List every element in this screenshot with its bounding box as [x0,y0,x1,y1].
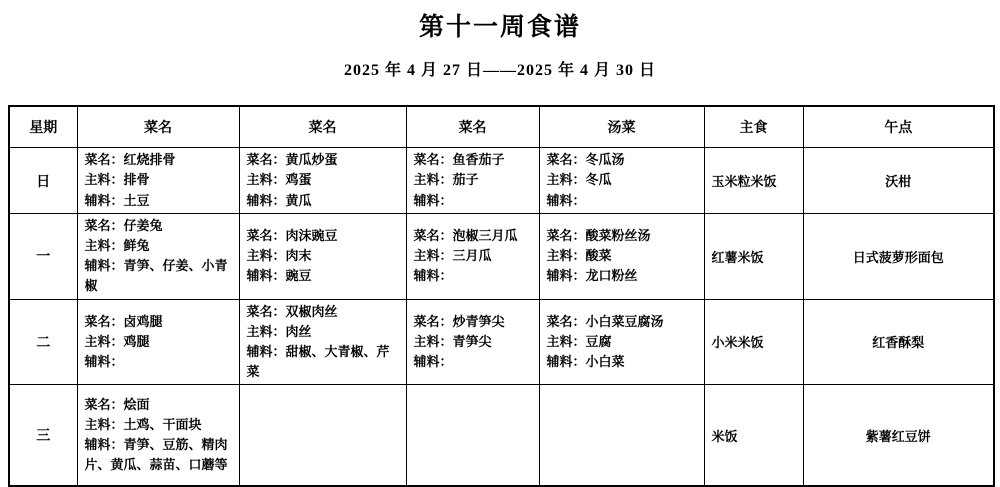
dish-cell [77,148,239,214]
dish-detail-line: 主料：酸菜 [546,248,612,264]
dish-detail-line: 辅料： [413,353,453,369]
staple-cell: 米饭 [704,385,803,487]
menu-row [9,385,994,487]
dish-detail-line: 辅料： [413,192,453,208]
dish-detail-line: 主料：茄子 [413,172,479,188]
page-title: 第十一周食谱 [418,14,581,41]
weekday-cell: 二 [9,299,77,385]
dish-detail-line: 菜名：黄瓜炒蛋 [246,152,338,168]
dish-cell [406,385,539,487]
table-body [9,148,994,487]
dish-cell [239,385,406,487]
table-header-row [9,106,994,148]
staple-cell: 玉米粒米饭 [704,148,803,214]
weekday-cell: 一 [9,214,77,300]
dish-detail-line: 主料：肉丝 [246,323,312,339]
menu-row [9,299,994,385]
dish-detail-line: 辅料：青笋、豆筋、精肉片、黄瓜、蒜苗、口蘑等 [84,437,228,473]
dish-detail-line: 辅料：小白菜 [546,353,625,369]
dish-cell [77,385,239,487]
menu-row [9,214,994,300]
header-dish-2: 菜名 [239,106,406,148]
weekly-menu-table [8,105,995,487]
dish-detail-line: 菜名：小白菜豆腐汤 [546,313,664,329]
snack-cell: 日式菠萝形面包 [803,214,994,300]
dish-detail-line: 菜名：肉沫豌豆 [246,228,338,244]
dish-detail-line: 主料：鸡蛋 [246,172,312,188]
dish-cell [239,214,406,300]
dish-detail-line: 辅料：黄瓜 [246,192,312,208]
dish-detail-line: 菜名：炒青笋尖 [413,313,505,329]
header-soup: 汤菜 [539,106,704,148]
dish-detail-line: 主料：土鸡、干面块 [84,416,202,432]
dish-cell [77,299,239,385]
dish-cell [239,299,406,385]
dish-detail-line: 主料：排骨 [84,172,150,188]
snack-cell: 紫薯红豆饼 [803,385,994,487]
weekday-cell: 日 [9,148,77,214]
dish-detail-line: 菜名：卤鸡腿 [84,313,163,329]
staple-cell: 红薯米饭 [704,214,803,300]
staple-cell: 小米米饭 [704,299,803,385]
dish-detail-line: 辅料：土豆 [84,192,150,208]
dish-detail-line: 主料：鸡腿 [84,333,150,349]
dish-detail-line: 辅料：甜椒、大青椒、芹菜 [246,343,390,379]
dish-detail-line: 菜名：红烧排骨 [84,152,176,168]
menu-row [9,148,994,214]
dish-detail-line: 辅料：龙口粉丝 [546,268,638,284]
dish-detail-line: 菜名：鱼香茄子 [413,152,505,168]
dish-cell [406,148,539,214]
header-weekday: 星期 [9,106,77,148]
dish-cell [406,299,539,385]
snack-cell: 红香酥梨 [803,299,994,385]
dish-detail-line: 主料：肉末 [246,248,312,264]
dish-detail-line: 主料：三月瓜 [413,248,492,264]
dish-cell [77,214,239,300]
dish-detail-line: 辅料：青笋、仔姜、小青椒 [84,258,228,294]
header-snack: 午点 [803,106,994,148]
dish-cell [239,148,406,214]
date-range: 2025 年 4 月 27 日——2025 年 4 月 30 日 [343,62,656,79]
dish-detail-line: 主料：鲜兔 [84,238,150,254]
dish-detail-line: 主料：冬瓜 [546,172,612,188]
header-staple: 主食 [704,106,803,148]
dish-detail-line: 菜名：烩面 [84,396,150,412]
snack-cell: 沃柑 [803,148,994,214]
dish-detail-line: 主料：青笋尖 [413,333,492,349]
dish-detail-line: 辅料： [413,268,453,284]
dish-detail-line: 菜名：冬瓜汤 [546,152,625,168]
soup-cell [539,214,704,300]
soup-cell [539,299,704,385]
dish-detail-line: 菜名：泡椒三月瓜 [413,228,518,244]
dish-detail-line: 主料：豆腐 [546,333,612,349]
dish-detail-line: 菜名：双椒肉丝 [246,303,338,319]
dish-detail-line: 菜名：仔姜兔 [84,218,163,233]
dish-detail-line: 菜名：酸菜粉丝汤 [546,228,651,244]
header-dish-1: 菜名 [77,106,239,148]
dish-cell [406,214,539,300]
dish-detail-line: 辅料：豌豆 [246,268,312,284]
soup-cell [539,385,704,487]
dish-detail-line: 辅料： [84,353,124,369]
header-dish-3: 菜名 [406,106,539,148]
weekday-cell: 三 [9,385,77,487]
soup-cell [539,148,704,214]
dish-detail-line: 辅料： [546,192,586,208]
